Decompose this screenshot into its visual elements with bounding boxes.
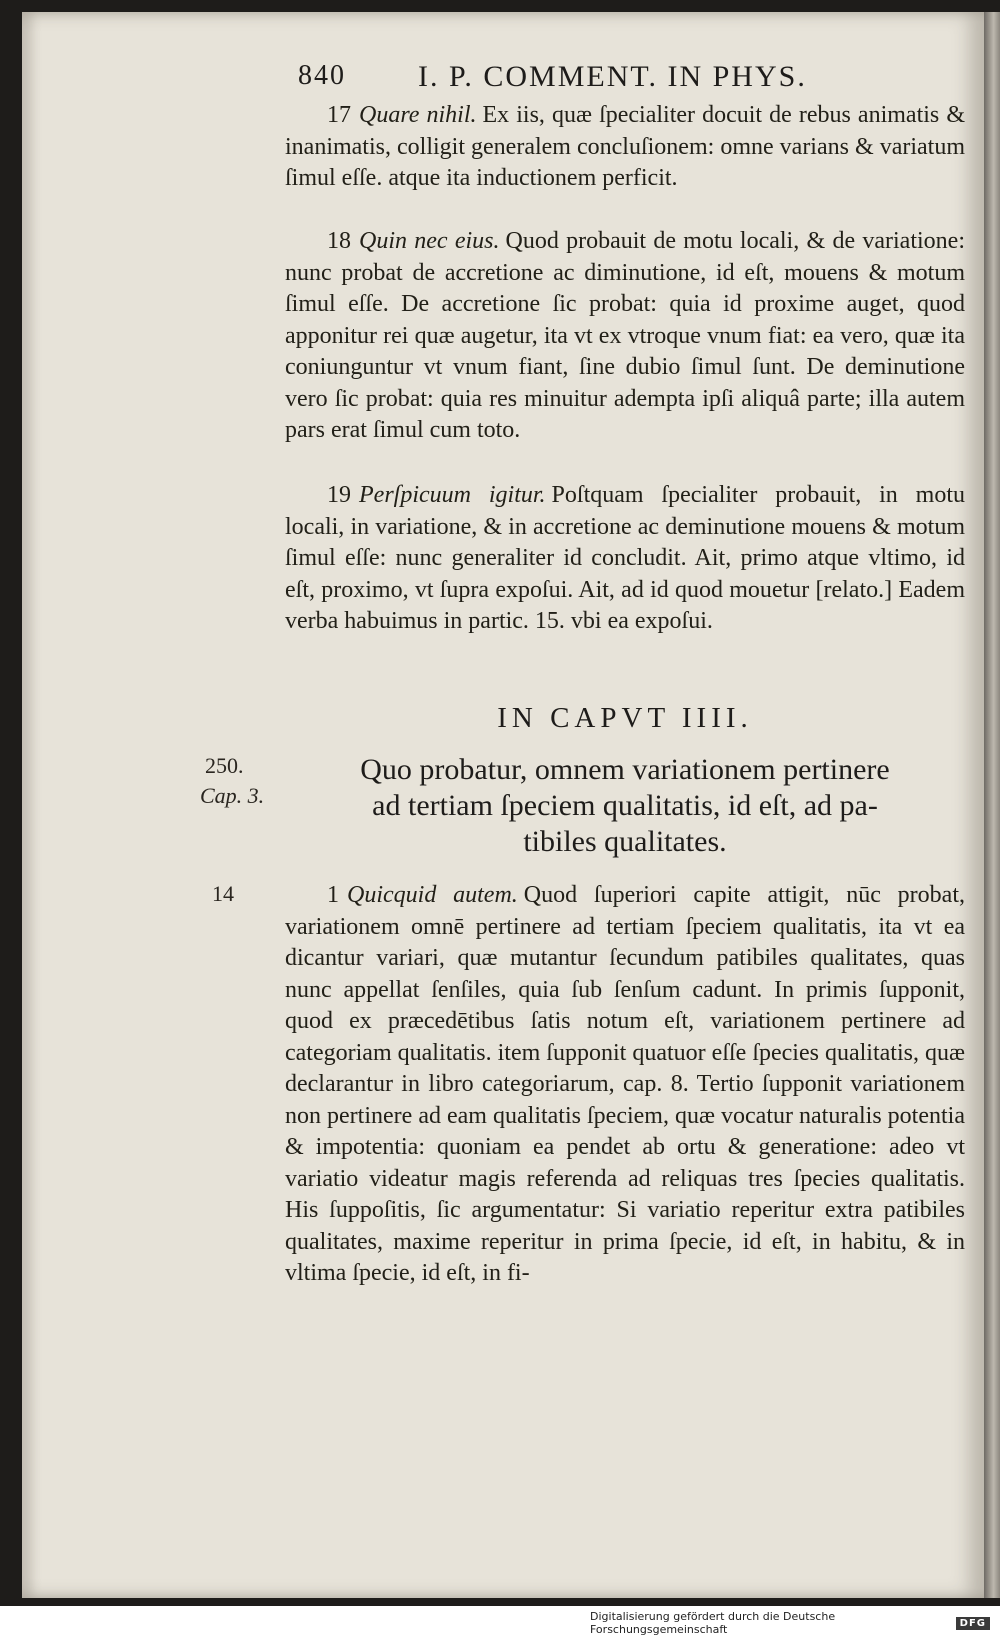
paragraph-number: 19 [327,482,351,508]
page-number: 840 [298,60,346,91]
subtitle-line: tibiles qualitates. [523,825,727,858]
subtitle-line: ad tertiam ſpeciem qualitatis, id eſt, ad pa- [372,789,878,822]
margin-note-number: 250. [205,753,244,778]
paragraph-lemma: Perſpicuum igitur. [359,482,546,508]
running-header [298,60,958,100]
paragraph-number: 18 [327,228,351,254]
paragraph-lemma: Quare nihil. [359,102,477,128]
footer-credit: Digitalisierung gefördert durch die Deutsche Forschungsgemeinschaft [590,1610,836,1636]
paragraph-lemma: Quin nec eius. [359,228,500,254]
paragraph-19 [285,480,965,638]
paragraph-text: Poſtquam ſpecialiter probauit, in motu locali, in variatione, & in accretione ac deminutione mouens & motum ſimul eſſe: nunc generaliter id concludit. Ait, primo atque vltimo, id eſt, proximo, vt ſupra expoſui. Ait, ad id quod mouetur [relato.] Eadem verba habuimus in partic. 15. vbi ea expoſui. [285,482,966,634]
paragraph-text: Quod ſuperiori capite attigit, nūc probat, variationem omnē pertinere ad tertiam ſpeciem qualitatis, ita vt ea dicantur variari, quæ mutantur ſecundum patibiles qualitates, quas nunc appellat ſenſiles, quia ſub ſenſum cadunt. In primis ſupponit, quod ex præcedētibus ſatis notum eſt, variationem pertinere ad categoriam qualitatis. item ſupponit quatuor eſſe ſpecies qualitatis, quæ declarantur in libro categoriarum, cap. 8. Tertio ſupponit variationem non pertinere ad eam qualitatis ſpeciem, quæ vocatur naturalis potentia & impotentia: quoniam ea pendet ab ortu & generatione: adeo vt variatio videatur magis referenda ad reliquas tres ſpecies qualitatis. His ſuppoſitis, ſic argumentatur: Si variatio reperitur extra patibiles qualitates, maxime reperitur in prima ſpecie, id eſt, in habitu, & in vltima ſpecie, id eſt, in fi- [285,882,965,1286]
subtitle-line: Quo probatur, omnem variationem pertinere [360,753,890,786]
chapter-subtitle [285,752,965,860]
paragraph-18 [285,226,965,447]
margin-note-reference: Cap. 3. [200,783,265,808]
digitization-footer [590,1610,990,1636]
paragraph-1 [285,880,965,1290]
margin-note-line: 14 [212,881,234,906]
dfg-logo-icon: DFG [956,1617,990,1630]
paragraph-lemma: Quicquid autem. [347,882,518,908]
paragraph-text: Quod probauit de motu locali, & de variatione: nunc probat de accretione ac diminutione, id eſt, mouens & motum ſimul eſſe. De accretione ſic probat: quia id proxime auget, quod apponitur rei quæ augetur, ita vt ex vtroque vnum fiat: ea vero, quæ ita coniunguntur vt vnum fiant, ſine dubio ſimul ſunt. De deminutione vero ſic probat: quia res minuitur adempta ipſi aliquâ parte; illa autem pars erat ſimul cum toto. [285,228,965,443]
paragraph-number: 17 [327,102,351,128]
running-title: I. P. COMMENT. IN PHYS. [418,60,807,93]
paragraph-text: Ex iis, quæ ſpecialiter docuit de rebus animatis & inanimatis, colligit generalem concluſionem: omne varians & variatum ſimul eſſe. atque ita inductionem perficit. [285,102,965,191]
chapter-heading: IN CAPVT IIII. [497,702,753,734]
paragraph-17 [285,100,965,195]
paragraph-number: 1 [327,882,339,908]
book-edge [984,12,1000,1598]
